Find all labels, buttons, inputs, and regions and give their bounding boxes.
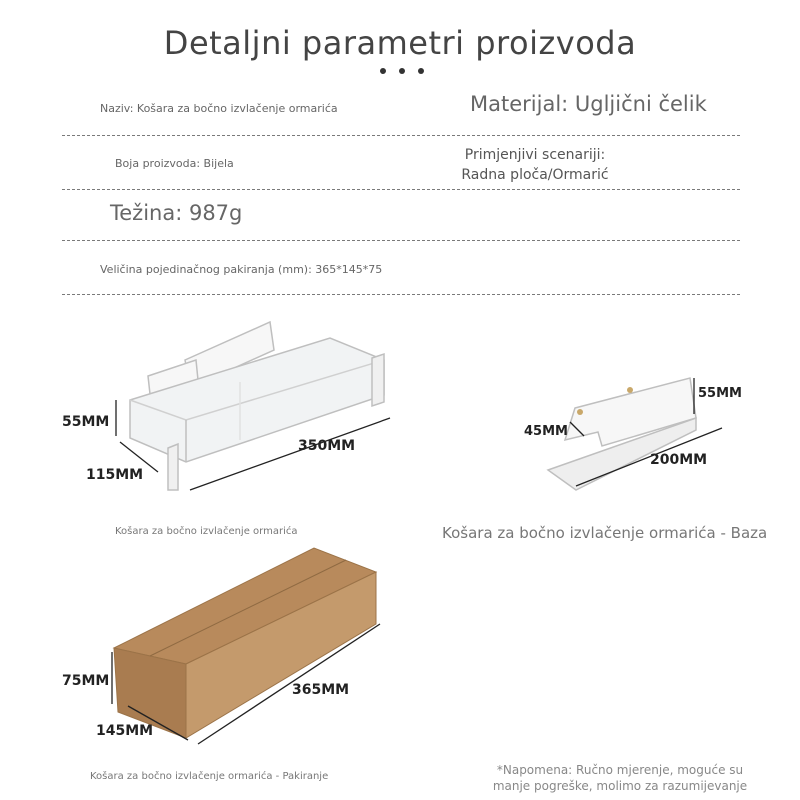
param-weight: Težina: 987g: [110, 201, 243, 225]
basket-depth-label: 115MM: [86, 467, 144, 483]
param-scenarios-value: Radna ploča/Ormarić: [461, 167, 609, 183]
note-line-1: *Napomena: Ručno mjerenje, moguće su: [496, 763, 744, 777]
note-line-2: manje pogreške, molimo za razumijevanje: [492, 779, 748, 793]
package-depth-label: 145MM: [96, 723, 154, 739]
base-depth-label: 45MM: [524, 424, 568, 439]
basket-height-label: 55MM: [62, 414, 110, 430]
param-scenarios-label: Primjenjivi scenariji:: [464, 147, 606, 163]
measurement-note: [470, 762, 770, 794]
param-material: Materijal: Ugljični čelik: [470, 92, 707, 116]
base-height-label: 55MM: [698, 386, 742, 401]
param-package-size: Veličina pojedinačnog pakiranja (mm): 365*145*75: [100, 263, 383, 276]
page-title: Detaljni parametri proizvoda: [163, 24, 637, 62]
basket-post: [372, 354, 384, 406]
param-color: Boja proizvoda: Bijela: [115, 157, 234, 170]
base-caption: Košara za bočno izvlačenje ormarića - Baza: [442, 524, 768, 542]
basket-leg: [168, 444, 178, 490]
base-screw: [577, 409, 583, 415]
base-length-label: 200MM: [650, 452, 708, 468]
basket-illustration: [130, 322, 384, 490]
package-height-label: 75MM: [62, 673, 110, 689]
param-name: Naziv: Košara za bočno izvlačenje ormarića: [100, 102, 338, 115]
base-screw: [627, 387, 633, 393]
basket-caption: Košara za bočno izvlačenje ormarića: [115, 526, 298, 537]
package-caption: Košara za bočno izvlačenje ormarića - Pakiranje: [90, 771, 329, 782]
package-length-label: 365MM: [292, 682, 350, 698]
basket-length-label: 350MM: [298, 438, 356, 454]
package-illustration: [114, 548, 376, 738]
base-illustration: [548, 378, 696, 490]
